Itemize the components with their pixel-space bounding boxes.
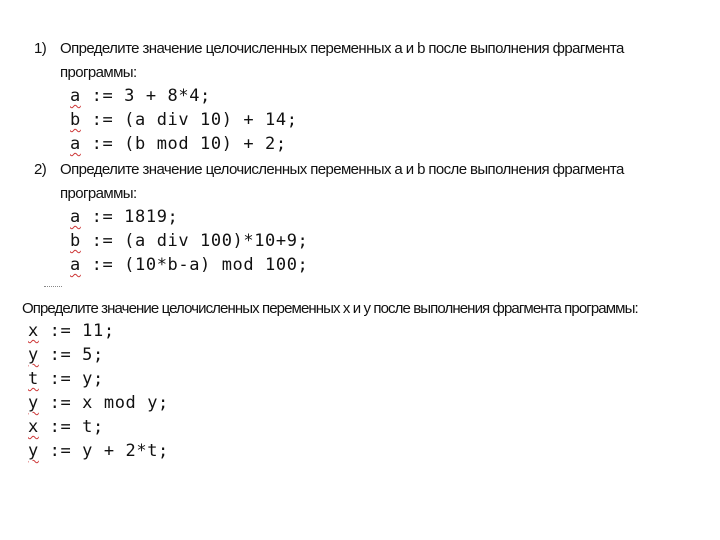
- task-2-number: 2): [34, 161, 47, 178]
- code-var: y: [28, 393, 39, 413]
- task-1-number: 1): [34, 40, 47, 57]
- code-rest: := (a div 10) + 14;: [80, 110, 298, 130]
- code-var: b: [70, 231, 81, 251]
- task-1-text-line1: Определите значение целочисленных переменных а и b после выполнения фрагмента: [60, 40, 624, 57]
- code-line: [28, 343, 169, 367]
- code-var: y: [28, 345, 39, 365]
- code-line: [28, 439, 169, 463]
- code-rest: := (10*b-a) mod 100;: [80, 255, 309, 275]
- code-rest: := y + 2*t;: [38, 441, 169, 461]
- code-rest: := x mod y;: [38, 393, 169, 413]
- code-line: [70, 205, 308, 229]
- code-var: x: [28, 417, 39, 437]
- code-line: [28, 415, 169, 439]
- code-var: a: [70, 207, 81, 227]
- code-var: a: [70, 86, 81, 106]
- code-line: [28, 319, 169, 343]
- code-var: b: [70, 110, 81, 130]
- task-2-text-line1: Определите значение целочисленных переменных а и b после выполнения фрагмента: [60, 161, 624, 178]
- code-line: [70, 229, 308, 253]
- task-3-text-line1: Определите значение целочисленных переменных x и y после выполнения фрагмента программы:: [22, 300, 638, 317]
- code-var: t: [28, 369, 39, 389]
- code-rest: := 3 + 8*4;: [80, 86, 211, 106]
- task-1-code: [70, 84, 298, 156]
- code-rest: := (b mod 10) + 2;: [80, 134, 287, 154]
- code-line: [28, 367, 169, 391]
- code-line: [70, 132, 298, 156]
- code-rest: := 5;: [38, 345, 104, 365]
- task-1-text-line2: программы:: [60, 64, 137, 81]
- code-var: x: [28, 321, 39, 341]
- task-2-code: [70, 205, 308, 277]
- code-var: a: [70, 134, 81, 154]
- task-2-heading: [34, 161, 624, 178]
- code-rest: := (a div 100)*10+9;: [80, 231, 309, 251]
- code-var: y: [28, 441, 39, 461]
- code-line: [70, 108, 298, 132]
- task-1-heading: [34, 40, 624, 57]
- code-rest: := 1819;: [80, 207, 179, 227]
- code-rest: := t;: [38, 417, 104, 437]
- code-line: [70, 253, 308, 277]
- separator-dots: [44, 286, 62, 287]
- code-rest: := y;: [38, 369, 104, 389]
- code-var: a: [70, 255, 81, 275]
- task-3-code: [28, 319, 169, 463]
- code-line: [70, 84, 298, 108]
- code-rest: := 11;: [38, 321, 115, 341]
- code-line: [28, 391, 169, 415]
- task-2-text-line2: программы:: [60, 185, 137, 202]
